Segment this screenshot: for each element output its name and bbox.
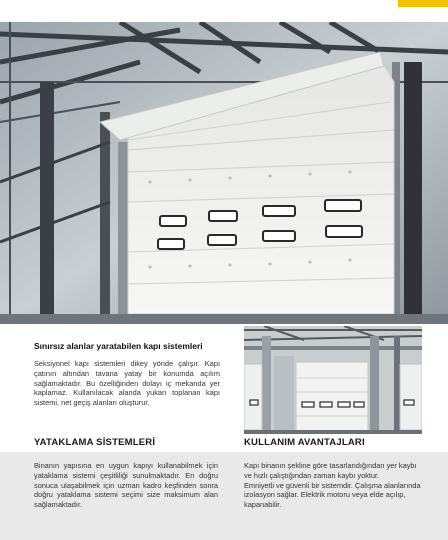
right-section-body	[244, 461, 426, 510]
right-section-heading: KULLANIM AVANTAJLARI	[244, 437, 365, 448]
inset-door-photo	[244, 326, 422, 434]
intro-title: Sınırsız alanlar yaratabilen kapı sistemleri	[34, 341, 203, 351]
left-section-body: Binanın yapısına en uygun kapıyı kullanabilmek için yataklama sistemi çeşitliliği sunulmaktadır. En doğru sonuca ulaşabilmek için uzman kadro keşfinden sonra doğru yataklama sistemi seçimi size maksimum alan sağlamaktadır.	[34, 461, 218, 510]
hero-door-photo	[0, 22, 448, 324]
top-margin	[0, 0, 448, 22]
advantage-line-1: Kapı binanın şekline göre tasarlandığından yer kaybı ve hızlı çalıştığından zaman kaybı yoktur.	[244, 461, 417, 480]
accent-strip	[398, 0, 448, 7]
left-section-heading: YATAKLAMA SİSTEMLERİ	[34, 437, 156, 448]
intro-body: Seksiyonel kapı sistemleri dikey yönde çalışır. Kapı çatının altından tavana yatay bir konumda açılım sağlamaktadır. Bu özelliğinden dolayı iç mekanda yer kaplamaz. Kullanılacak alanda yukarı toplanan kapı sistemi, net geçiş alanları oluşturur.	[34, 359, 220, 408]
advantage-line-2: Emniyetli ve güvenli bir sistemdir. Çalışma alanlarında izolasyon sağlar. Elektrik motoru veya elde açılıp, kapanabilir.	[244, 480, 421, 510]
